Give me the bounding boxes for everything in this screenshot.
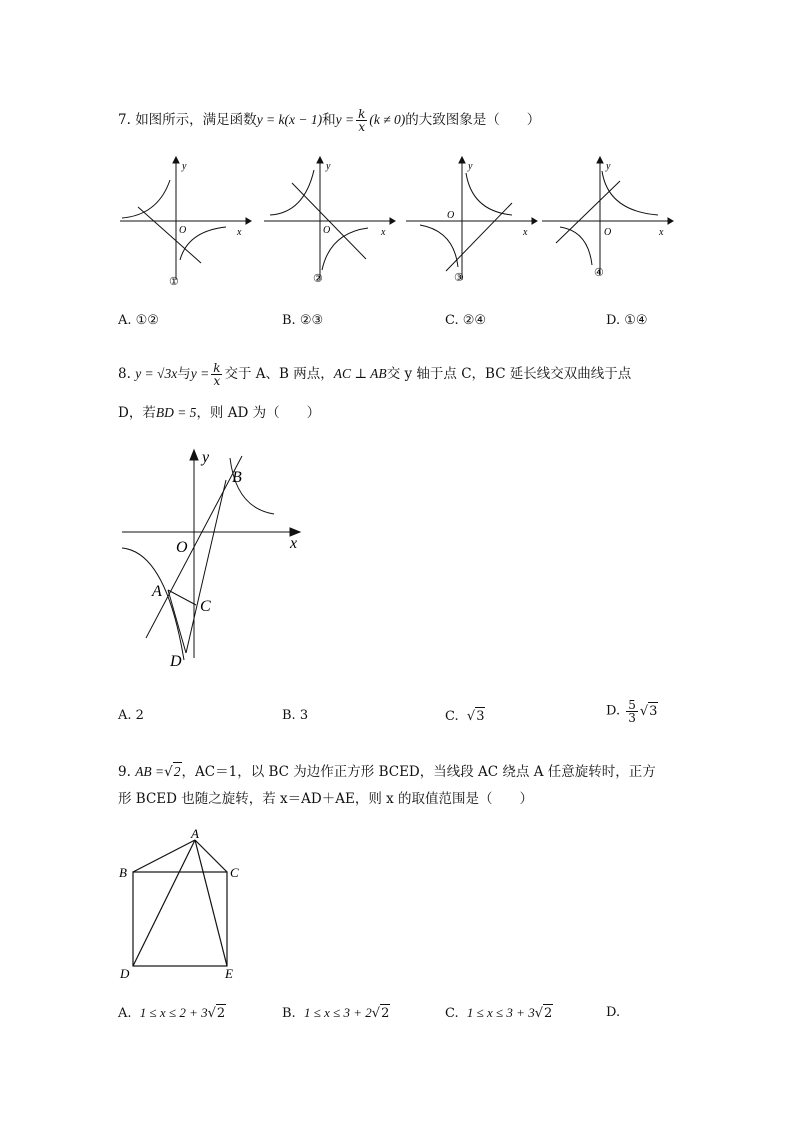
q9-stem-line1: 9. AB =√2，AC＝1，以 BC 为边作正方形 BCED，当线段 AC 绕点 A 任意旋转时，正方 [118, 764, 656, 780]
q7-graph-3 [404, 155, 540, 290]
q7-g1-y-label: y [182, 161, 187, 172]
q8-point-a-label: A [152, 583, 162, 600]
q9-line2: 形 BCED 也随之旋转，若 x＝AD＋AE，则 x 的取值范围是（ ） [118, 791, 534, 807]
q8-line2-a: D，若 [118, 405, 156, 421]
q9-number: 9. [118, 764, 131, 780]
q7-graph-2 [262, 155, 398, 290]
q7-g4-origin: O [604, 227, 612, 238]
q7-expr2-condition: (k ≠ 0) [369, 112, 406, 127]
q7-g1-x-label: x [237, 227, 242, 238]
q8-point-c-label: C [200, 598, 211, 615]
q8-line2-b: ，则 AD 为（ ） [196, 405, 321, 421]
q8-y-label: y [202, 449, 210, 466]
q7-g2-x-label: x [381, 227, 386, 238]
q8-option-d-radicand: 3 [649, 704, 658, 719]
q9-point-d-label: D [120, 966, 130, 981]
q9-point-a-label: A [191, 826, 199, 841]
q8-stem-line2 [118, 404, 320, 422]
q8-option-c-label: C. [445, 709, 459, 724]
q8-option-d-label: D. [606, 703, 621, 719]
q9-option-b[interactable]: B. 1 ≤ x ≤ 3 + 2√2 [282, 1005, 390, 1021]
q9-point-e-label: E [225, 966, 233, 981]
q7-text-c: 的大致图象是（ ） [405, 112, 541, 128]
q8-origin-label: O [176, 539, 188, 556]
q8-option-d-fraction: $\frac{5}{3}$ [628, 698, 636, 725]
q9-option-d-label: D. [606, 1005, 621, 1020]
q8-expr4: BD = 5 [155, 405, 197, 420]
q8-number: 8. [118, 366, 131, 382]
q8-stem-line1 [118, 362, 631, 387]
q8-option-c-radicand: 3 [476, 709, 485, 724]
q9-option-c-radicand: 2 [544, 1006, 553, 1021]
q7-g3-number: ③ [454, 272, 464, 284]
q9-option-a-radicand: 2 [216, 1006, 226, 1021]
q7-g3-y-label: y [468, 161, 473, 172]
q9-stem-line2 [118, 790, 533, 808]
q7-stem [118, 108, 540, 133]
q8-x-label: x [290, 535, 298, 552]
q7-g1-origin: O [179, 225, 187, 236]
q9-option-a[interactable]: A. 1 ≤ x ≤ 2 + 3√2 [118, 1005, 226, 1021]
q7-expr1: y = k(x − 1) [256, 112, 323, 127]
q7-g4-x-label: x [659, 227, 664, 238]
q7-option-d[interactable]: D. ①④ [606, 313, 648, 328]
q7-g3-x-label: x [523, 227, 528, 238]
q8-option-b[interactable]: B. 3 [282, 708, 309, 723]
q7-option-c[interactable]: C. ②④ [445, 313, 487, 328]
q7-g4-number: ④ [594, 267, 604, 279]
q7-text-b: 和 [322, 112, 336, 128]
q8-option-a[interactable]: A. 2 [118, 708, 144, 723]
q9-option-a-label: A. [118, 1006, 132, 1021]
q9-option-c-label: C. [445, 1006, 459, 1021]
q8-expr3: AC ⊥ AB [333, 366, 387, 381]
q7-g2-y-label: y [326, 161, 331, 172]
q9-point-b-label: B [119, 865, 127, 880]
q8-point-d-label: D [170, 653, 182, 670]
q9-expr1-radicand: 2 [173, 764, 181, 779]
q9-option-c-expr: 1 ≤ x ≤ 3 + 3 [466, 1005, 535, 1020]
q8-expr2-lhs: y = [190, 366, 210, 381]
q7-expr2-fraction: $\frac{k}{x}$ [358, 107, 366, 134]
q8-option-d[interactable]: D. $\frac{5}{3}$ √3 [606, 698, 658, 725]
q8-text-b: 交于 A、B 两点， [224, 366, 334, 382]
q9-option-b-radicand: 2 [381, 1006, 390, 1021]
q9-line1: ，AC＝1，以 BC 为边作正方形 BCED，当线段 AC 绕点 A 任意旋转时，正方 [181, 764, 656, 780]
q9-option-c[interactable]: C. 1 ≤ x ≤ 3 + 3√2 [445, 1005, 553, 1021]
q9-figure [118, 826, 258, 986]
q7-graph-4 [540, 155, 676, 290]
q9-option-b-label: B. [282, 1006, 296, 1021]
q7-g2-origin: O [323, 225, 331, 236]
q8-figure [118, 448, 308, 673]
q8-point-b-label: B [232, 469, 242, 486]
q7-g1-number: ① [169, 276, 179, 288]
q8-option-c[interactable]: C. √3 [445, 709, 485, 724]
q7-number: 7. [118, 112, 131, 128]
q7-option-a[interactable]: A. ①② [118, 313, 159, 328]
q7-g2-number: ② [313, 273, 323, 285]
q9-expr1-lhs: AB = [135, 764, 165, 779]
q7-text-a: 如图所示，满足函数 [135, 112, 257, 128]
q7-g3-origin: O [447, 210, 455, 221]
q9-point-c-label: C [230, 865, 239, 880]
q8-expr1: y = √3x [135, 366, 178, 381]
q7-option-b[interactable]: B. ②③ [282, 313, 324, 328]
q8-text-c: 交 y 轴于点 C，BC 延长线交双曲线于点 [386, 366, 632, 382]
q9-option-b-expr: 1 ≤ x ≤ 3 + 2 [303, 1005, 372, 1020]
q8-text-a: 与 [177, 366, 191, 382]
q9-option-a-expr: 1 ≤ x ≤ 2 + 3 [139, 1005, 208, 1020]
q7-graph-1 [118, 155, 254, 290]
q9-option-d[interactable] [606, 1004, 620, 1022]
q7-expr2-lhs: y = [335, 112, 355, 127]
q7-g4-y-label: y [606, 161, 611, 172]
q8-expr2-fraction: $\frac{k}{x}$ [213, 361, 221, 388]
